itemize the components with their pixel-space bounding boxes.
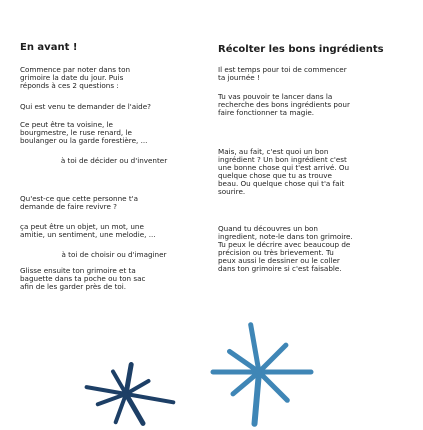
choice-imagine-line: à toi de choisir ou d'imaginer	[61, 250, 167, 259]
question-who-asked: Qui est venu te demander de l'aide?	[20, 102, 151, 111]
paragraph-note-ingredient: Quand tu découvres un bon ingredient, note-le dans ton grimoire. Tu peux le décrire avec beaucoup de précision ou très brievement. Tu peux aussi le dessiner ou le coller dans ton grimoire si c'est faisable.	[218, 224, 353, 273]
paragraph-examples-things: ça peut être un objet, un mot, une amitie, un sentiment, une melodie, ...	[20, 222, 156, 239]
star-ray	[259, 372, 287, 400]
paragraph-search-ingredients: Tu vas pouvoir te lancer dans la recherche des bons ingrédients pour faire fonctionner ta magie.	[218, 92, 350, 117]
question-what-revive: Qu'est-ce que cette personne t'a demande de faire revivre ?	[20, 194, 139, 211]
star-ray	[259, 345, 286, 372]
paragraph-start-day: Il est temps pour toi de commencer ta journée !	[218, 65, 347, 82]
right-heading: Récolter les bons ingrédients	[218, 44, 384, 55]
paragraph-examples-people: Ce peut être ta voisine, le bourgmestre, le ruse renard, le boulanger ou la garde forestière, ...	[20, 120, 148, 145]
left-heading: En avant !	[20, 42, 78, 53]
dark-star-icon	[80, 362, 180, 430]
star-ray	[87, 387, 126, 394]
paragraph-what-ingredient: Mais, au fait, c'est quoi un bon ingrédient ? Un bon ingrédient c'est une bonne chose qui t'est arrivé. Ou quelque chose que tu as trouve beau. Ou quelque chose qui t'a fait sourire.	[218, 147, 350, 196]
choice-decide-line: à toi de décider ou d'inventer	[60, 156, 168, 165]
star-ray	[126, 394, 173, 402]
star-ray	[255, 372, 260, 424]
light-star-icon	[205, 320, 317, 430]
paragraph-keep-grimoire: Glisse ensuite ton grimoire et ta baguette dans ta poche ou ton sac afin de les garder près de toi.	[20, 266, 146, 291]
paragraph-note-date: Commence par noter dans ton grimoire la date du jour. Puis réponds à ces 2 questions :	[20, 65, 131, 90]
